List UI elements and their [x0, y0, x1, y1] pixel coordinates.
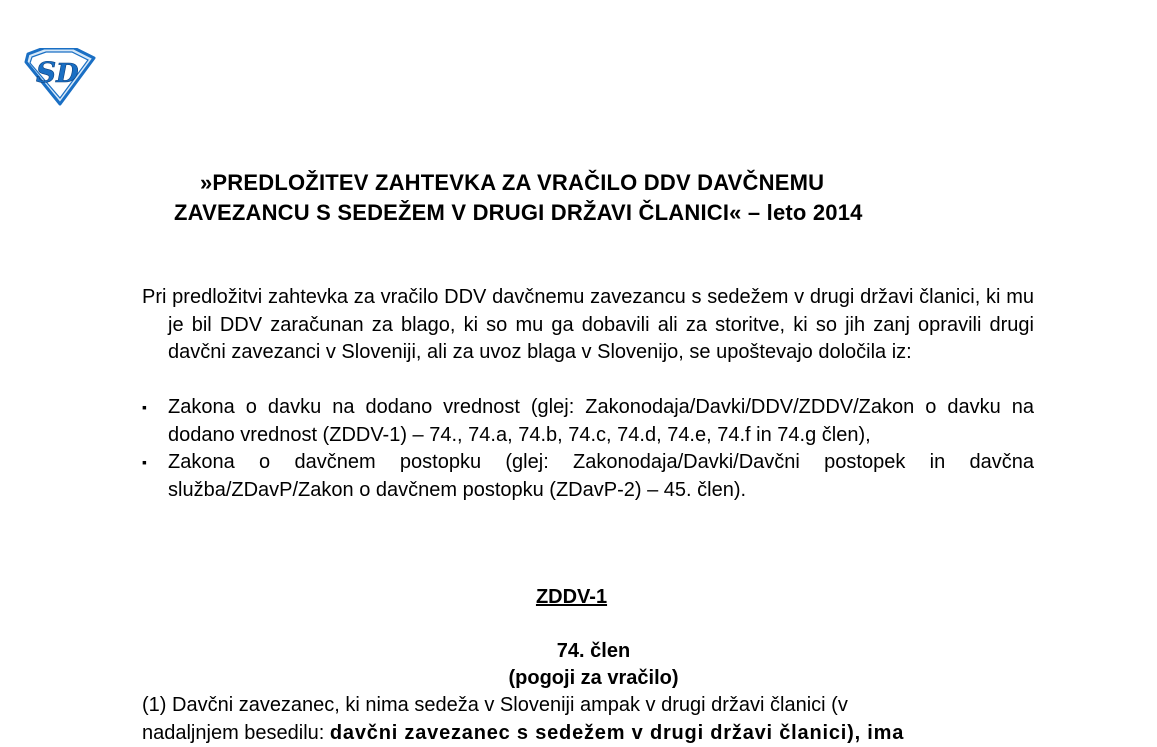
law-references-list — [142, 394, 1034, 504]
paragraph-line-2-start: nadaljnjem besedilu: — [142, 722, 330, 744]
bullet-icon: ▪ — [142, 394, 147, 422]
defined-term: davčni zavezanec s sedežem v drugi državi članici — [330, 722, 847, 744]
list-item — [142, 394, 1034, 449]
intro-paragraph — [142, 284, 1034, 367]
article-number: 74. člen — [15, 638, 1157, 665]
list-item-text: Zakona o davku na dodano vrednost (glej: Zakonodaja/Davki/DDV/ZDDV/Zakon o davku na dodano vrednost (ZDDV-1) – 74., 74.a, 74.b, 74.c, 74.d, 74.e, 74.f in 74.g člen), — [168, 396, 1034, 446]
intro-text: Pri predložitvi zahtevka za vračilo DDV davčnemu zavezancu s sedežem v drugi državi članici, ki mu je bil DDV zaračunan za blago, ki so mu ga dobavili ali za storitve, ki so jih zanj opravili drugi davčni zavezanci v Sloveniji, ali za uvoz blaga v Slovenijo, se upoštevajo določila iz: — [142, 284, 1034, 367]
list-item — [142, 449, 1034, 504]
title-line-2: ZAVEZANCU S SEDEŽEM V DRUGI DRŽAVI ČLANICI« – leto 2014 — [174, 198, 863, 228]
paragraph-text — [142, 692, 1034, 747]
article-paragraph-1 — [142, 692, 1034, 747]
article-title: (pogoji za vračilo) — [15, 665, 1157, 692]
svg-text:D: D — [55, 59, 79, 89]
law-heading: ZDDV-1 — [0, 584, 1150, 611]
sd-logo-icon — [22, 48, 96, 106]
title-line-1: »PREDLOŽITEV ZAHTEVKA ZA VRAČILO DDV DAVČNEMU — [200, 168, 824, 198]
list-item-text: Zakona o davčnem postopku (glej: Zakonodaja/Davki/Davčni postopek in davčna služba/ZDavP/Zakon o davčnem postopku (ZDavP-2) – 45. člen). — [168, 451, 1034, 501]
bullet-icon: ▪ — [142, 449, 147, 477]
paragraph-line-2-end: ), ima — [847, 722, 904, 744]
svg-text:S: S — [36, 56, 56, 89]
paragraph-line-1: (1) Davčni zavezanec, ki nima sedeža v Sloveniji ampak v drugi državi članici (v — [142, 694, 848, 716]
